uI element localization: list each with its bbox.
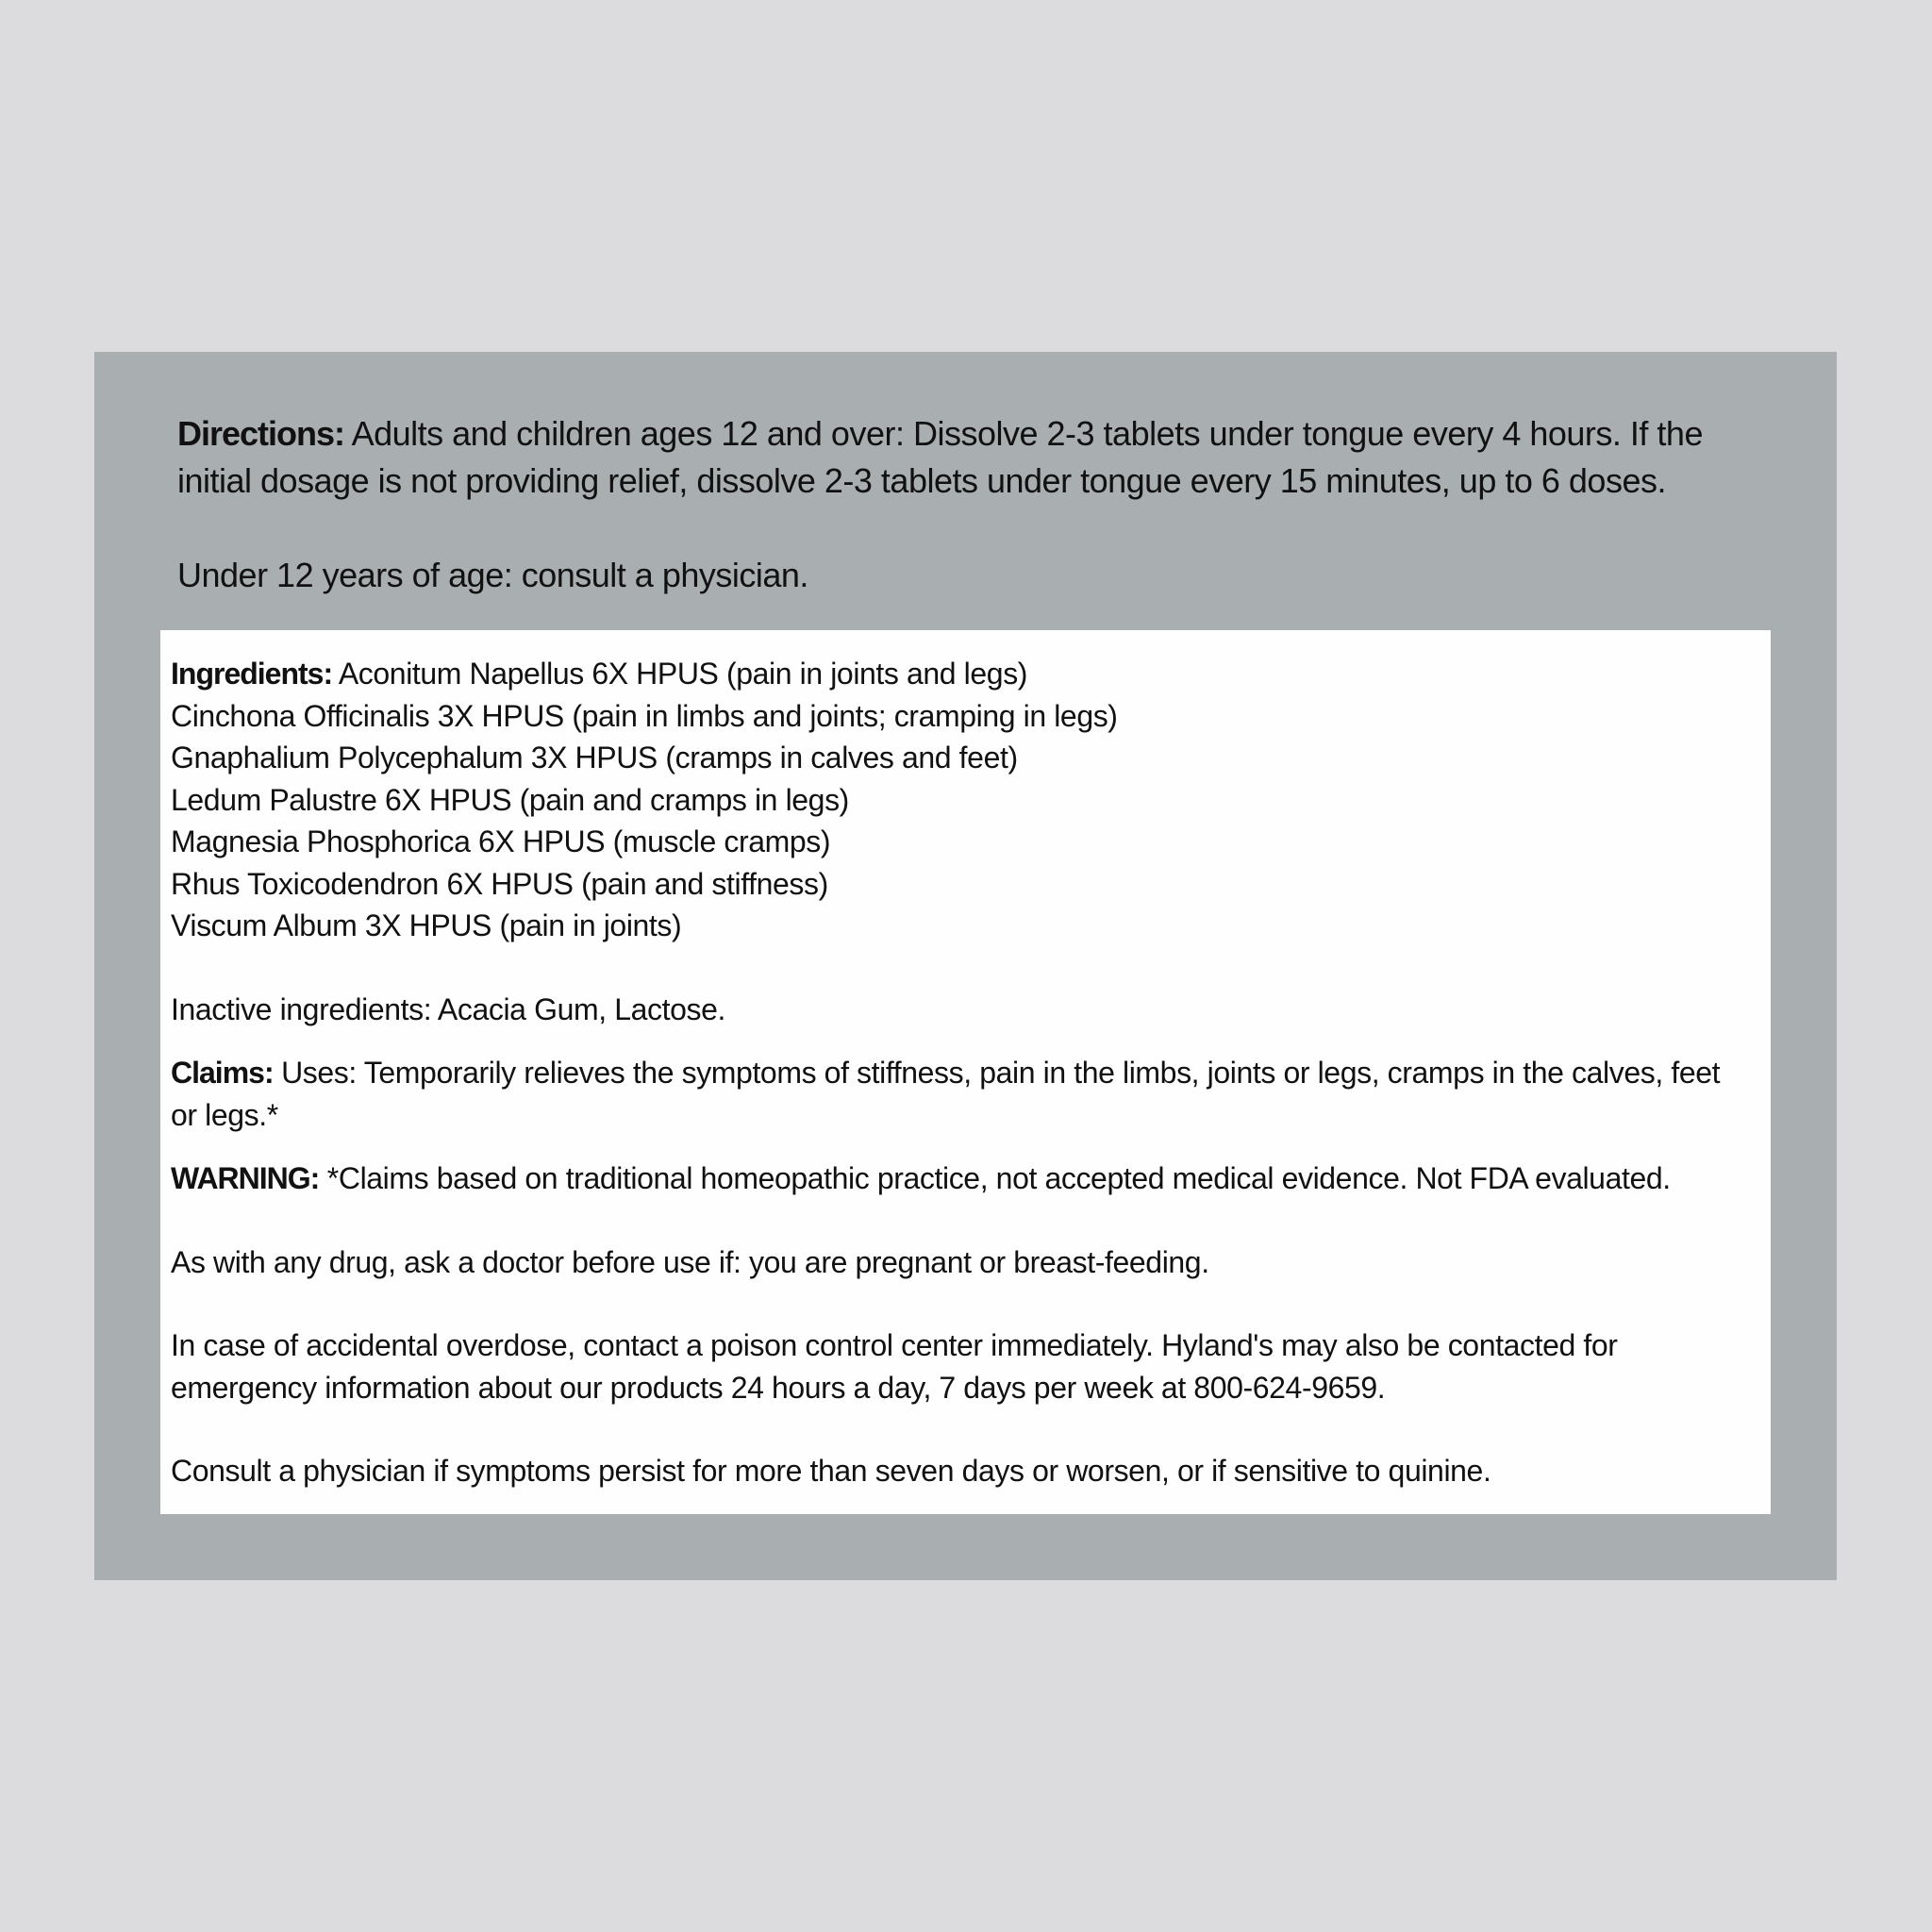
directions-text: Adults and children ages 12 and over: Dissolve 2-3 tablets under tongue every 4 hours. If the initial dosage is not providing relief, dissolve 2-3 tablets under tongue every 15 minutes, up to 6 doses. — [177, 414, 1703, 500]
under-12-note: Under 12 years of age: consult a physician. — [177, 556, 808, 594]
ingredient-item: Cinchona Officinalis 3X HPUS (pain in limbs and joints; cramping in legs) — [171, 698, 1118, 733]
directions-paragraph — [177, 410, 1781, 505]
overdose-warning: In case of accidental overdose, contact a poison control center immediately. Hyland's may also be contacted for emergency information about our products 24 hours a day, 7 days per week at 800-624-9659. — [171, 1328, 1618, 1405]
claims-label: Claims: — [171, 1056, 274, 1090]
warning-paragraph — [171, 1158, 1752, 1200]
consult-physician-note: Consult a physician if symptoms persist for more than seven days or worsen, or if sensitive to quinine. — [171, 1454, 1491, 1488]
label-panel — [94, 352, 1837, 1580]
ingredient-item — [171, 653, 1752, 695]
inactive-ingredients: Inactive ingredients: Acacia Gum, Lactose. — [171, 991, 725, 1026]
ingredient-item: Gnaphalium Polycephalum 3X HPUS (cramps in calves and feet) — [171, 741, 1018, 774]
ingredients-label: Ingredients: — [171, 657, 333, 691]
warning-label: WARNING: — [171, 1161, 320, 1195]
ingredient-item: Viscum Album 3X HPUS (pain in joints) — [171, 908, 682, 942]
ingredients-warnings-box — [160, 630, 1771, 1514]
ingredient-text: Aconitum Napellus 6X HPUS (pain in joints and legs) — [332, 657, 1028, 691]
directions-label: Directions: — [177, 414, 345, 453]
ingredient-item: Rhus Toxicodendron 6X HPUS (pain and stiffness) — [171, 866, 828, 901]
warning-text: *Claims based on traditional homeopathic practice, not accepted medical evidence. Not FDA evaluated. — [319, 1161, 1671, 1195]
claims-text: Uses: Temporarily relieves the symptoms of stiffness, pain in the limbs, joints or legs, cramps in the calves, feet or legs.* — [171, 1056, 1721, 1132]
claims-paragraph — [171, 1052, 1752, 1136]
ingredient-item: Magnesia Phosphorica 6X HPUS (muscle cramps) — [171, 824, 831, 858]
pregnancy-warning: As with any drug, ask a doctor before use if: you are pregnant or breast-feeding. — [171, 1244, 1209, 1279]
directions-section — [177, 410, 1781, 599]
ingredients-list — [171, 653, 1752, 947]
ingredient-item: Ledum Palustre 6X HPUS (pain and cramps in legs) — [171, 782, 849, 817]
